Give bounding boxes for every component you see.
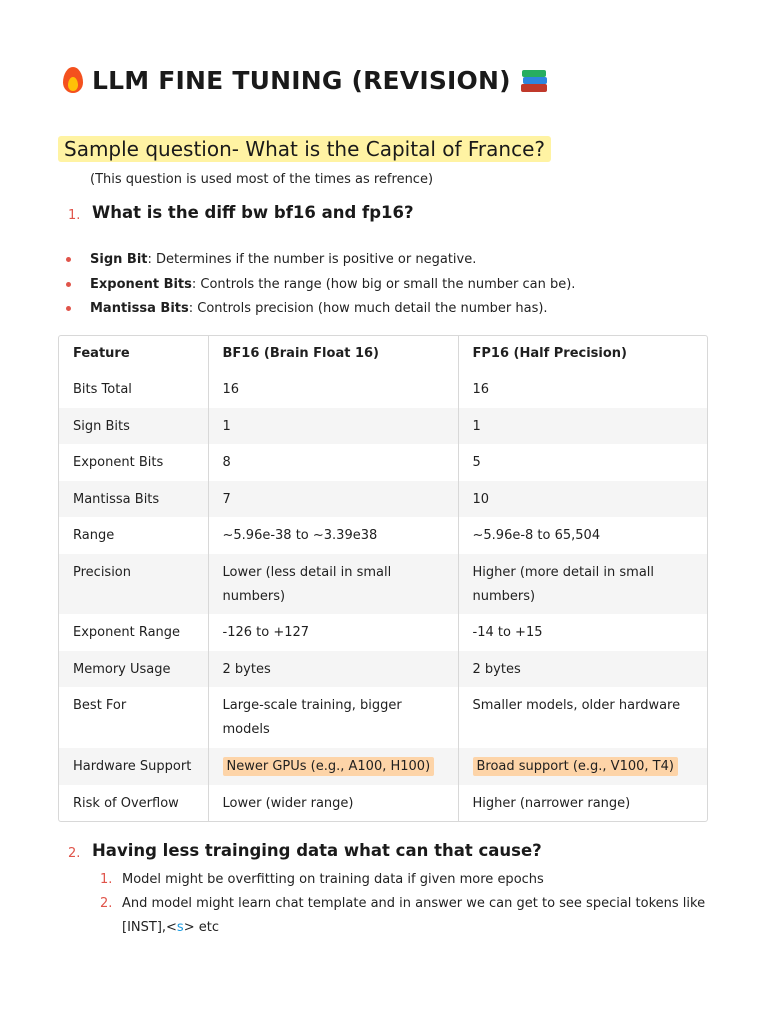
table-cell: ~5.96e-8 to 65,504	[472, 528, 601, 543]
bullet-term: Mantissa Bits	[90, 301, 189, 316]
highlighted-value: Broad support (e.g., V100, T4)	[473, 757, 678, 776]
table-cell: Exponent Range	[59, 614, 208, 651]
table-cell: -14 to +15	[472, 624, 543, 640]
list-number: 2.	[100, 896, 113, 911]
header-cell: FP16 (Half Precision)	[472, 346, 627, 361]
bullet-dot	[66, 306, 71, 311]
table-row	[59, 748, 707, 785]
table-row	[59, 614, 707, 651]
books-icon	[519, 66, 549, 94]
list-item	[66, 275, 716, 300]
table-header-row	[59, 336, 707, 371]
bullet-dot	[66, 257, 71, 262]
table-cell: Lower (less detail in small numbers)	[208, 554, 458, 614]
bullet-text: : Controls precision (how much detail the number has).	[188, 301, 548, 316]
table-cell: Higher (narrower range)	[472, 795, 631, 811]
table-cell: Precision	[59, 554, 208, 614]
list-item	[66, 250, 716, 275]
table-cell: Exponent Bits	[59, 444, 208, 481]
table-cell: Smaller models, older hardware	[472, 698, 681, 713]
table-row	[59, 651, 707, 688]
table-row	[59, 554, 707, 614]
highlighted-value: Newer GPUs (e.g., A100, H100)	[223, 757, 435, 776]
list-text-end: > etc	[183, 920, 219, 935]
table-row	[59, 481, 707, 518]
page-title: LLM FINE TUNING (REVISION)	[92, 65, 511, 95]
table-cell: 1	[458, 408, 707, 445]
table-row	[59, 444, 707, 481]
list-text: Model might be overfitting on training data if given more epochs	[122, 872, 544, 887]
table-cell: Large-scale training, bigger models	[208, 687, 458, 748]
table-cell: Higher (more detail in small numbers)	[458, 554, 707, 614]
table-cell: Memory Usage	[59, 651, 208, 688]
table-cell: 2 bytes	[458, 651, 707, 688]
sample-note: (This question is used most of the times as refrence)	[90, 172, 434, 187]
table-cell: 16	[208, 371, 458, 408]
bullet-text: : Controls the range (how big or small the number can be).	[191, 276, 576, 292]
list-text: And model might learn chat template and in answer we can get to see special tokens like [INST],<	[122, 896, 706, 935]
table-row	[59, 408, 707, 445]
section1-number: 1.	[68, 208, 81, 223]
special-token: s	[176, 920, 184, 935]
header-cell: Feature	[59, 336, 208, 371]
table-cell: Best For	[59, 687, 208, 748]
table-row	[59, 687, 707, 748]
table-cell: Bits Total	[59, 371, 208, 408]
table-cell: 16	[472, 382, 490, 397]
table-cell: -126 to +127	[208, 614, 458, 651]
table-cell: 8	[208, 444, 458, 481]
title-row	[60, 60, 549, 100]
list-number: 1.	[100, 872, 113, 887]
bullet-term: Exponent Bits	[90, 276, 192, 292]
fire-icon	[60, 65, 86, 95]
bullet-term: Sign Bit	[90, 252, 148, 267]
table-cell: 1	[208, 408, 458, 445]
section1-heading: What is the diff bw bf16 and fp16?	[92, 203, 414, 222]
header-cell: BF16 (Brain Float 16)	[208, 336, 458, 371]
section2-number: 2.	[68, 846, 81, 861]
table-cell: 7	[208, 481, 458, 518]
table-cell: Sign Bits	[59, 408, 208, 445]
section2-heading: Having less trainging data what can that cause?	[92, 841, 542, 860]
table-cell: 2 bytes	[208, 651, 458, 688]
table-cell: Lower (wider range)	[208, 785, 458, 822]
table-cell	[458, 748, 707, 785]
table-row	[59, 785, 707, 822]
table-cell: Range	[59, 517, 208, 554]
table-cell	[208, 748, 458, 785]
table-cell: Risk of Overflow	[59, 785, 208, 822]
list-item	[66, 299, 716, 324]
bullet-dot	[66, 282, 71, 287]
bullet-list	[66, 250, 716, 324]
table-row	[59, 517, 707, 554]
table-cell: ~5.96e-38 to ~3.39e38	[208, 517, 458, 554]
table-cell: Hardware Support	[59, 748, 208, 785]
table-cell: Mantissa Bits	[59, 481, 208, 518]
comparison-table	[58, 335, 708, 822]
bullet-text: : Determines if the number is positive or negative.	[147, 252, 477, 267]
table-row	[59, 371, 707, 408]
list-item	[92, 892, 712, 940]
list-item	[92, 868, 712, 892]
sample-question: Sample question- What is the Capital of France?	[58, 136, 551, 162]
table-cell: 5	[472, 455, 481, 470]
sub-list	[92, 868, 712, 940]
table-cell: 10	[458, 481, 707, 518]
